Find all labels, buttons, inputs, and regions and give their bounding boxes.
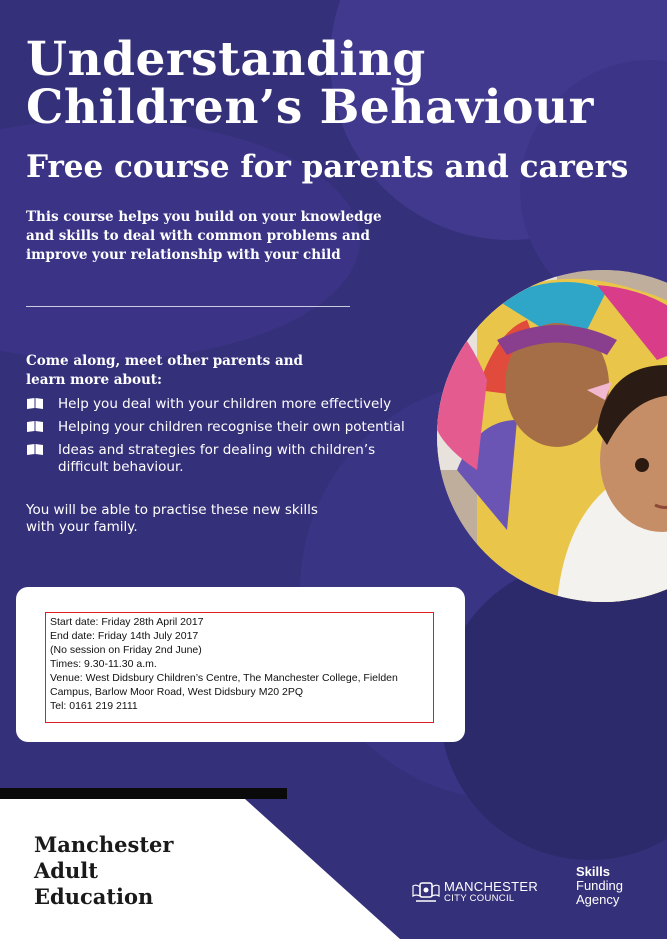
times: Times: 9.30-11.30 a.m. [50, 658, 157, 670]
venue-line-1: Venue: West Didsbury Children’s Centre, The Manchester College, Fielden [50, 672, 398, 684]
list-item [26, 442, 406, 476]
open-book-icon [26, 443, 44, 456]
no-session-note: (No session on Friday 2nd June) [50, 644, 202, 656]
open-book-icon [26, 397, 44, 410]
course-details-card [16, 587, 465, 742]
logo-line: Funding [576, 878, 623, 893]
logo-line: Adult [34, 858, 98, 883]
list-item [26, 419, 406, 436]
venue-line-2: Campus, Barlow Moor Road, West Didsbury M20 2PQ [50, 686, 304, 698]
lead-text: Come along, meet other parents and learn more about: [26, 353, 303, 388]
divider [26, 306, 350, 307]
logo-line: Manchester [34, 832, 174, 857]
list-item-text: Help you deal with your children more effectively [58, 396, 392, 412]
telephone: Tel: 0161 219 2111 [50, 700, 138, 712]
logo-line: Skills [576, 864, 610, 879]
skills-funding-agency-logo [576, 865, 623, 907]
end-date: End date: Friday 14th July 2017 [50, 630, 199, 642]
intro-text: This course helps you build on your knowledge and skills to deal with common problems and improve your relationship with your child [26, 209, 382, 263]
start-date: Start date: Friday 28th April 2017 [50, 616, 204, 628]
title-line-1: Understanding [26, 32, 426, 87]
list-item-text: Helping your children recognise their own potential [58, 419, 405, 435]
manchester-adult-education-logo [34, 832, 173, 910]
benefits-list [26, 396, 406, 482]
list-item-text: Ideas and strategies for dealing with children’s difficult behaviour. [58, 442, 376, 475]
closing-text: You will be able to practise these new skills with your family. [26, 502, 318, 535]
open-book-icon [26, 420, 44, 433]
page-subtitle: Free course for parents and carers [26, 149, 629, 185]
council-subname: CITY COUNCIL [444, 893, 515, 904]
manchester-city-council-logo [412, 880, 538, 906]
logo-line: Education [34, 884, 154, 909]
black-bar [0, 788, 287, 799]
city-crest-icon [412, 880, 440, 906]
title-line-2: Children’s Behaviour [26, 80, 594, 135]
list-item [26, 396, 406, 413]
course-details [45, 612, 434, 723]
logo-line: Agency [576, 892, 620, 907]
council-name: MANCHESTER [444, 879, 539, 894]
page-title [26, 32, 594, 135]
